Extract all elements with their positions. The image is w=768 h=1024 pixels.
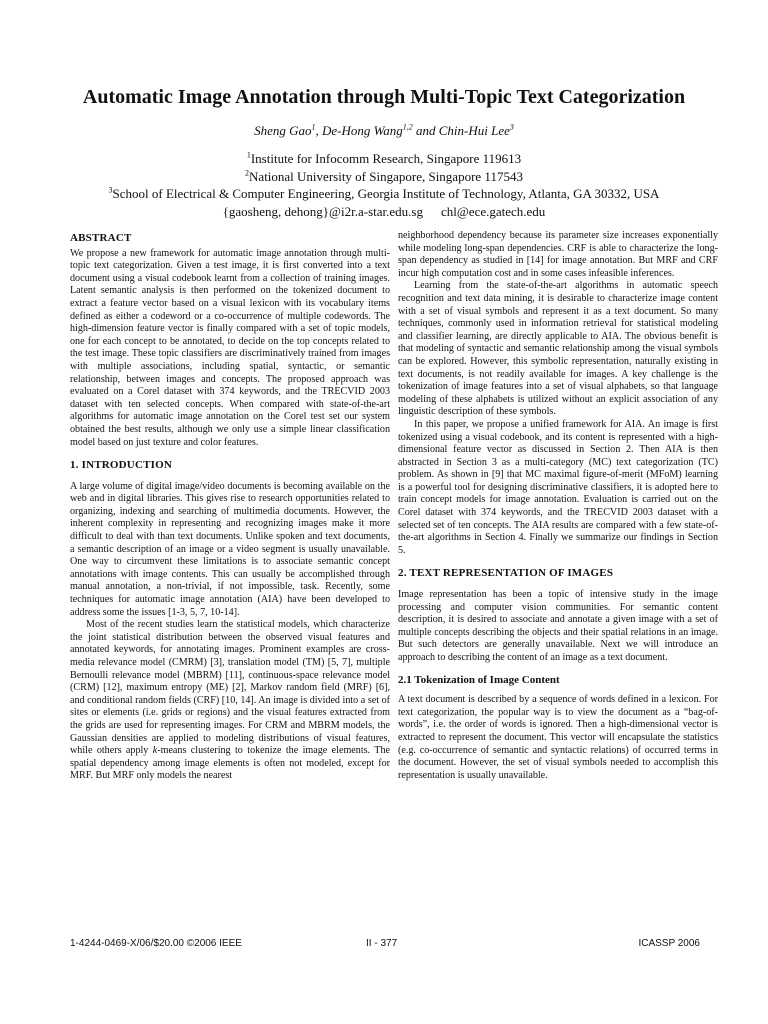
email-1: {gaosheng, dehong}@i2r.a-star.edu.sg xyxy=(222,203,423,219)
author-separator: , xyxy=(315,123,322,138)
affiliation-2-mark: 2 xyxy=(245,168,250,178)
author-2-affil: 1,2 xyxy=(402,122,413,132)
affiliation-3-mark: 3 xyxy=(108,185,113,195)
author-2-name: De-Hong Wang xyxy=(322,123,403,138)
paper-title: Automatic Image Annotation through Multi-Topic Text Categorization xyxy=(82,86,686,108)
affiliation-1-text: Institute for Infocomm Research, Singapore 119613 xyxy=(250,151,522,166)
left-column xyxy=(70,232,390,783)
author-3-name: Chin-Hui Lee xyxy=(438,123,510,138)
subsection-2-1-heading: 2.1 Tokenization of Image Content xyxy=(398,673,560,686)
abstract-text: We propose a new framework for automatic image annotation through multi-topic text categorization. Given a test image, it is first converted into a text document using a visual codebook learnt from a collection of training images. Latent semantic analysis is then performed on the tokenized document to extract a feature vector based on a visual lexicon with its vocabulary items defined as either a codeword or a co-occurrence of multiple codewords. The high-dimension feature vector is finally compared with a set of topic models, one for each concept to be annotated, to decide on the top concepts related to the test image. These topic classifiers are discriminatively trained from images with multiple associations, including spatial, syntactic, or semantic relationship, between images and concepts. The proposed approach was evaluated on a Corel dataset with 374 keywords, and the TRECVID 2003 dataset with ten selected concepts. When compared with state-of-the-art algorithms for automatic image annotation on the Corel test set our system obtained the best results, although we only use a simple linear classification model based on just texture and color features. xyxy=(70,247,390,448)
author-1-name: Sheng Gao xyxy=(254,123,312,138)
intro-paragraph-2: Most of the recent studies learn the statistical models, which characterize the joint statistical distribution between the observed visual features and annotated keywords, for annotating images. Prominent examples are cross-media relevance model (CMRM) [3], translation model (TM) [5, 7], multiple Bernoulli relevance model (MBRM) [11], continuous-space relevance model (CRM) [12], maximum entropy (ME) [2], Markov random field (MRF) [6], and conditional random fields (CRF) [10, 14]. An image is divided into a set of sites or elements (i.e. grids or regions) and the visual features extracted from the grids are used for representing images. For CRM and MBRM models, the Gaussian densities are applied to modeling distributions of visual features, while others apply k-means clustering to tokenize the image elements. The spatial dependency among image elements is often not modeled, except for MRF. But MRF only models the nearest xyxy=(70,619,390,782)
intro-paragraph-5: In this paper, we propose a unified framework for AIA. An image is first tokenized using a visual codebook, and its content is represented with a high-dimensional feature vector as discussed in Section 2. Then AIA is then abstracted in Section 3 as a multi-category (MC) text categorization (TC) problem. As shown in [9] that MC maximal figure-of-merit (MFoM) learning is a powerful tool for designing discriminative classifiers, it is adopted here to train concept models for image annotation. Evaluation is carried out on the Corel dataset with 374 keywords, and the TRECVID 2003 dataset with a selected set of ten concepts. The AIA results are compared with a few state-of-the-art algorithms in Section 4. Finally we summarize our findings in Section 5. xyxy=(398,418,718,556)
affiliation-2-text: National University of Singapore, Singapore 117543 xyxy=(249,168,523,184)
intro-paragraph-4: Learning from the state-of-the-art algorithms in automatic speech recognition and text data mining, it is desirable to characterize image content with a set of visual symbols and represent it as a text document. So many techniques, commonly used in information retrieval for statistical modeling and classifier learning, are directly applicable to AIA. The obvious benefit is that modeling of syntactic and semantic relationship among the visual symbols can be explored. However, this symbolic representation, naturally existing in text documents, is not readily available for images. A key challenge is the tokenization of image features into a set of visual alphabets, so that language modeling of these alphabets is utilized without an explicit association of any linguistic description of these symbols. xyxy=(398,280,718,418)
section-2-heading: 2. TEXT REPRESENTATION OF IMAGES xyxy=(398,567,614,580)
affiliation-2 xyxy=(0,168,768,186)
affiliation-1 xyxy=(0,150,768,168)
email-line xyxy=(0,203,768,221)
affiliation-3-text: School of Electrical & Computer Engineering, Georgia Institute of Technology, Atlanta, GA 30332, USA xyxy=(112,186,660,201)
author-3-affil: 3 xyxy=(509,122,514,132)
affiliation-3 xyxy=(0,185,768,203)
abstract-heading: ABSTRACT xyxy=(70,232,132,244)
footer-copyright: 1-4244-0469-X/06/$20.00 ©2006 IEEE xyxy=(70,938,242,949)
intro-paragraph-3: neighborhood dependency because its parameter size increases exponentially while modeling long-span dependencies. CRF is able to characterize the long-span dependency as studied in [14] for image annotation. But MRF and CRF incur high computation cost and in some cases infeasible inferences. xyxy=(398,230,718,279)
footer-conference: ICASSP 2006 xyxy=(638,938,700,949)
right-column xyxy=(398,230,718,782)
page-footer xyxy=(70,938,700,954)
subsection-2-1-paragraph: A text document is described by a sequence of words defined in a lexicon. For text categorization, the popular way is to view the document as a “bag-of-words”, i.e. the order of words is ignored. Then a high-dimensional vector is extracted to represent the document. This vector will encapsulate the statistics (e.g. co-occurrence of semantic and syntactic relations) of occurred terms in the document. However, the set of visual symbols needed to accomplish this representation is usually unavailable. xyxy=(398,694,718,781)
email-2: chl@ece.gatech.edu xyxy=(440,203,546,219)
intro-heading: 1. INTRODUCTION xyxy=(70,459,173,472)
author-line xyxy=(0,122,768,140)
intro-paragraph-1: A large volume of digital image/video documents is becoming available on the web and in digital libraries. This gives rise to research opportunities related to organizing, indexing and searching of multimedia documents. However, the inherent complexity in representing and recognizing images make it more difficult to deal with than text documents. Unlike spoken and text documents, a semantic description of an image or a video segment is usually unavailable. One way to circumvent these limitations is to associate semantic concept annotations with image contents. This can usually be accomplished through manual annotation, a non-trivial, if not impossible, task. Recently, some techniques for automatic image annotation (AIA) have been developed to address some the issues [1-3, 5, 7, 10-14]. xyxy=(70,480,390,618)
affiliation-1-mark: 1 xyxy=(246,150,251,160)
section-2-paragraph: Image representation has been a topic of intensive study in the image processing and computer vision communities. For semantic content description, it is desired to associate and annotate a given image with a set of multiple concepts describing the objects and their spatial relations in an image. But such detectors are generally unavailable. Next we will introduce an approach to describing the content of an image as a text document. xyxy=(398,589,718,663)
footer-page-number: II - 377 xyxy=(366,938,398,949)
author-1-affil: 1 xyxy=(311,122,316,132)
affiliations xyxy=(0,150,768,220)
author-separator: and xyxy=(412,123,439,138)
